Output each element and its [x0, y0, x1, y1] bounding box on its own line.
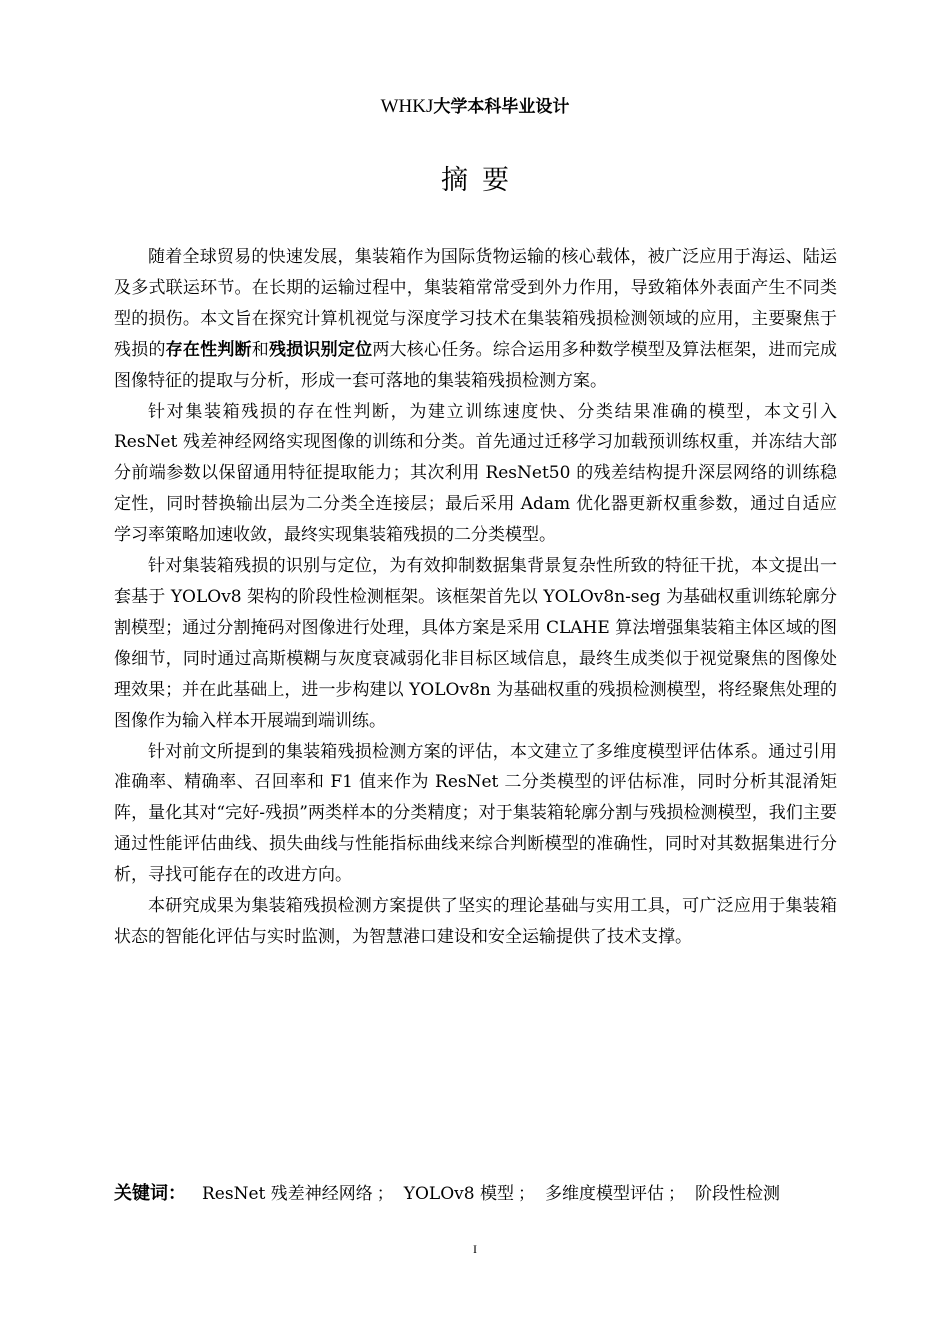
abstract-paragraph	[114, 551, 837, 736]
keyword-separator: ；	[517, 1184, 535, 1204]
keyword-item: 阶段性检测	[694, 1184, 780, 1204]
abstract-paragraph	[114, 737, 837, 892]
bold-term: 存在性判断	[165, 339, 252, 360]
abstract-paragraph	[114, 242, 837, 397]
header-chinese-text: 大学本科毕业设计	[433, 97, 570, 117]
document-header	[0, 94, 950, 119]
paragraph-text: 针对前文所提到的集装箱残损检测方案的评估，本文建立了多维度模型评估体系。通过引用准确率、精确率、召回率和 F1 值来作为 ResNet 二分类模型的评估标准，同时分析其混淆矩阵，量化其对“完好-残损”两类样本的分类精度；对于集装箱轮廓分割与残损检测模型，我们主要通过性能评估曲线、损失曲线与性能指标曲线来综合判断模型的准确性，同时对其数据集进行分析，寻找可能存在的改进方向。	[114, 741, 837, 886]
abstract-paragraph	[114, 397, 837, 552]
keyword-item: ResNet 残差神经网络	[202, 1184, 373, 1204]
paragraph-text: 本研究成果为集装箱残损检测方案提供了坚实的理论基础与实用工具，可广泛应用于集装箱状态的智能化评估与实时监测，为智慧港口建设和安全运输提供了技术支撑。	[114, 896, 837, 947]
paragraph-text: 两大核心任务。综合运用多种数学模型及算法框架，进而完成图像特征的提取与分析，形成一套可落地的集装箱残损检测方案。	[114, 339, 838, 391]
keywords-line	[114, 1179, 854, 1209]
paragraph-text: 针对集装箱残损的识别与定位，为有效抑制数据集背景复杂性所致的特征干扰，本文提出一套基于 YOLOv8 架构的阶段性检测框架。该框架首先以 YOLOv8n-seg 为基础权重训练轮廓分割模型；通过分割掩码对图像进行处理，具体方案是采用 CLAHE 算法增强集装箱主体区域的图像细节，同时通过高斯模糊与灰度衰减弱化非目标区域信息，最终生成类似于视觉聚焦的图像处理效果；并在此基础上，进一步构建以 YOLOv8n 为基础权重的残损检测模型，将经聚焦处理的图像作为输入样本开展端到端训练。	[114, 556, 837, 731]
header-latin-text: WHKJ	[380, 96, 434, 117]
page-number: I	[473, 1242, 477, 1256]
paragraph-text: 针对集装箱残损的存在性判断，为建立训练速度快、分类结果准确的模型，本文引入 ResNet 残差神经网络实现图像的训练和分类。首先通过迁移学习加载预训练权重，并冻结大部分前端参数以保留通用特征提取能力；其次利用 ResNet50 的残差结构提升深层网络的训练稳定性，同时替换输出层为二分类全连接层；最后采用 Adam 优化器更新权重参数，通过自适应学习率策略加速收敛，最终实现集装箱残损的二分类模型。	[114, 401, 837, 546]
paragraph-text: 和	[251, 339, 270, 360]
abstract-title: 摘要	[441, 165, 523, 196]
abstract-paragraph	[114, 891, 837, 953]
keyword-separator: ；	[667, 1184, 685, 1204]
keyword-separator: ；	[376, 1184, 394, 1204]
keywords-label: 关键词：	[114, 1183, 186, 1204]
keywords-list	[202, 1184, 784, 1204]
paragraph-text: 随着全球贸易的快速发展，集装箱作为国际货物运输的核心载体，被广泛应用于海运、陆运及多式联运环节。在长期的运输过程中，集装箱常常受到外力作用，导致箱体外表面产生不同类型的损伤。本文旨在探究计算机视觉与深度学习技术在集装箱残损检测领域的应用，主要聚焦于残损的	[114, 247, 837, 360]
bold-term: 残损识别定位	[269, 339, 373, 360]
abstract-body	[114, 242, 837, 953]
keyword-item: 多维度模型评估	[544, 1184, 664, 1204]
keyword-item: YOLOv8 模型	[403, 1184, 514, 1204]
